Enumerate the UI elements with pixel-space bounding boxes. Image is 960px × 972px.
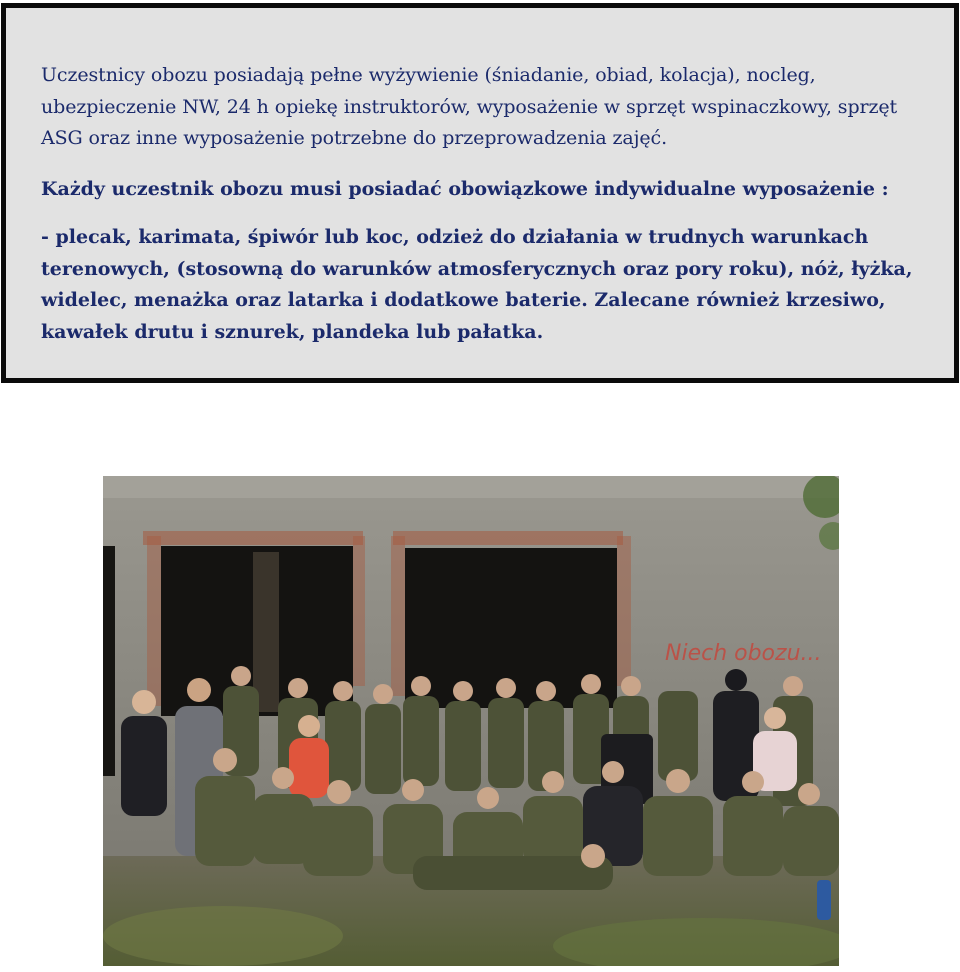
group-photo (103, 476, 839, 966)
info-box (1, 3, 959, 383)
intro-paragraph: Uczestnicy obozu posiadają pełne wyżywienie (śniadanie, obiad, kolacja), nocleg, ubezpieczenie NW, 24 h opiekę instruktorów, wyposażenie w sprzęt wspinaczkowy, sprzęt ASG oraz inne wyposażenie potrzebne do przeprowadzenia zajęć. (41, 64, 898, 149)
water-bottle (817, 880, 831, 920)
equipment-heading: Każdy uczestnik obozu musi posiadać obowiązkowe indywidualne wyposażenie : (41, 178, 889, 200)
equipment-list: - plecak, karimata, śpiwór lub koc, odzież do działania w trudnych warunkach terenowych, (stosowną do warunków atmosferycznych oraz pory roku), nóż, łyżka, widelec, menażka oraz latarka i dodatkowe baterie. Zalecane również krzesiwo, kawałek drutu i sznurek, plandeka lub pałatka. (41, 226, 913, 343)
wall-graffiti: Niech obozu... (665, 641, 822, 666)
